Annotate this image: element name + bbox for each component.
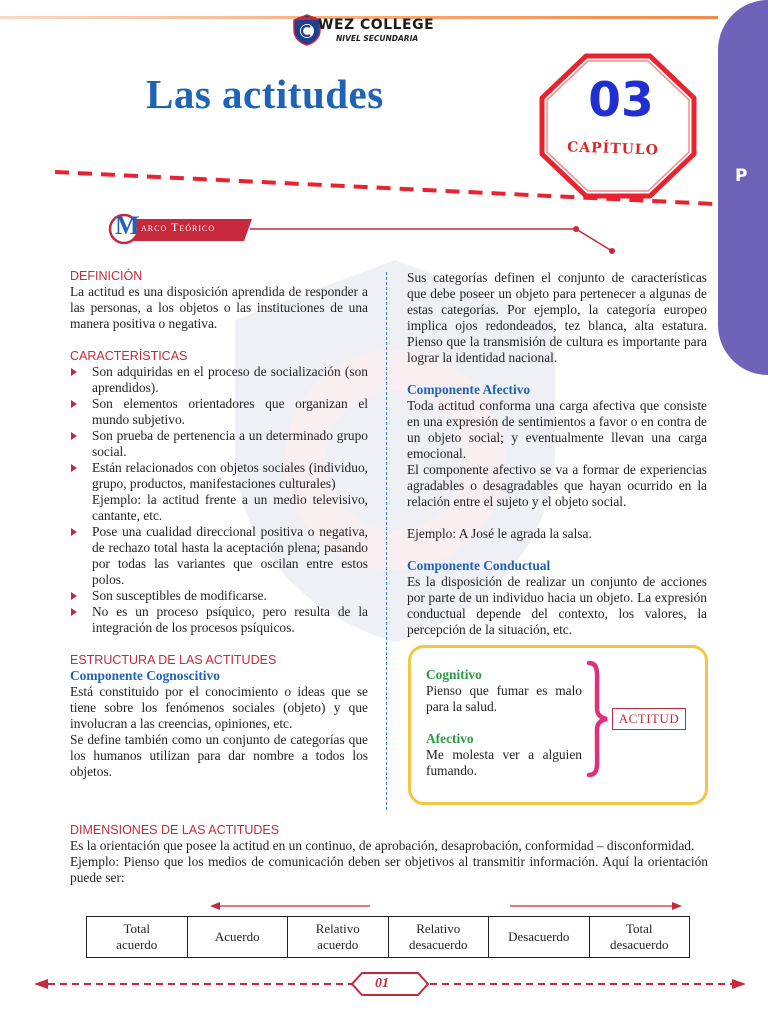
column-separator <box>386 272 387 810</box>
characteristics-example: Ejemplo: la actitud frente a un medio televisivo, cantante, etc. <box>92 492 368 523</box>
section-banner-label: arco Teórico <box>141 220 216 234</box>
right-brace-icon <box>583 660 611 778</box>
college-level: NIVEL SECUNDARIA <box>336 34 419 43</box>
example-affective-text: Me molesta ver a alguien fumando. <box>426 747 582 778</box>
behavioral-text: Es la disposición de realizar un conjunto de acciones por parte de un individuo hacia un objeto. La expresión conductual depende del contexto, los valores, la percepción de la situación, etc. <box>407 574 707 637</box>
scale-cell: Relativo desacuerdo <box>388 917 489 958</box>
characteristics-list-cont <box>70 524 368 636</box>
orientation-scale-table <box>86 916 690 958</box>
affective-heading: Componente Afectivo <box>407 382 531 397</box>
scale-cell: Total desacuerdo <box>589 917 690 958</box>
list-item: No es un proceso psíquico, pero resulta de la integración de los procesos psíquicos. <box>70 604 368 636</box>
cognitive-text-1: Está constituido por el conocimiento o ideas que se tiene sobre los fenómenos sociales (objeto) y que involucran a las creencias, opiniones, etc. <box>70 684 368 731</box>
list-item: Son susceptibles de modificarse. <box>70 588 368 604</box>
affective-text-1: Toda actitud conforma una carga afectiva que consiste en una expresión de sentimientos a favor o en contra de un objeto social; y eventualmente llevan una carga emocional. <box>407 398 707 461</box>
side-tab-letter: P <box>735 166 748 186</box>
page-title: Las actitudes <box>146 71 384 117</box>
college-name: WEZ COLLEGE <box>318 17 435 33</box>
right-column <box>407 270 707 638</box>
characteristics-list <box>70 364 368 492</box>
attitude-tag: ACTITUD <box>612 708 686 730</box>
dimensions-section <box>70 822 708 886</box>
list-item: Son elementos orientadores que organizan el mundo subjetivo. <box>70 396 368 428</box>
categories-text: Sus categorías definen el conjunto de características que debe poseer un objeto para pertenecer a algunas de estas categorías. Por ejemplo, la categoría europeo implica ojos redondeados, tez blanca, alta estatura. Pienso que la transmisión de cultura es importante para lograr la identidad nacional. <box>407 270 707 365</box>
example-cognitive-label: Cognitivo <box>426 667 482 682</box>
affective-text-2: El componente afectivo se va a formar de experiencias agradables o desagradables que hayan ocurrido en la relación entre el sujeto y el objeto social. <box>407 462 707 509</box>
list-item: Son adquiridas en el proceso de socialización (son aprendidos). <box>70 364 368 396</box>
example-box-content <box>426 667 582 779</box>
side-tab <box>718 0 768 375</box>
chapter-label: CAPÍTULO <box>566 139 660 159</box>
cognitive-text-2: Se define también como un conjunto de categorías que los humanos utilizan para dar nombre a todos los objetos. <box>70 732 368 779</box>
structure-heading: ESTRUCTURA DE LAS ACTITUDES <box>70 653 277 667</box>
page-number: 01 <box>375 976 389 991</box>
cognitive-heading: Componente Cognoscitivo <box>70 668 220 683</box>
affective-example: Ejemplo: A José le agrada la salsa. <box>407 526 592 541</box>
example-cognitive-text: Pienso que fumar es malo para la salud. <box>426 683 582 714</box>
dimensions-text-1: Es la orientación que posee la actitud en un continuo, de aprobación, desaprobación, conformidad – disconformidad. <box>70 838 695 853</box>
dimensions-text-2: Ejemplo: Pienso que los medios de comunicación deben ser objetivos al transmitir información. Aquí la orientación puede ser: <box>70 854 708 885</box>
list-item: Son prueba de pertenencia a un determinado grupo social. <box>70 428 368 460</box>
dimensions-heading: DIMENSIONES DE LAS ACTITUDES <box>70 823 280 837</box>
section-banner-initial: M <box>115 211 140 240</box>
scale-cell: Desacuerdo <box>489 917 590 958</box>
characteristics-heading: CARACTERÍSTICAS <box>70 349 188 363</box>
scale-cell: Total acuerdo <box>87 917 188 958</box>
behavioral-heading: Componente Conductual <box>407 558 551 573</box>
list-item: Pose una cualidad direccional positiva o negativa, de rechazo total hasta la aceptación plena; pasando por todas las variantes que oscilan entre estos polos. <box>70 524 368 588</box>
list-item: Están relacionados con objetos sociales (individuo, grupo, productos, manifestaciones culturales) <box>70 460 368 492</box>
definition-heading: DEFINICIÓN <box>70 269 143 283</box>
left-column <box>70 268 368 780</box>
example-affective-label: Afectivo <box>426 731 474 746</box>
scale-arrows <box>200 898 690 914</box>
scale-cell: Acuerdo <box>187 917 288 958</box>
chapter-number: 03 <box>588 73 654 128</box>
scale-cell: Relativo acuerdo <box>288 917 389 958</box>
definition-text: La actitud es una disposición aprendida de responder a las personas, a los objetos o las instituciones de una manera positiva o negativa. <box>70 284 368 331</box>
